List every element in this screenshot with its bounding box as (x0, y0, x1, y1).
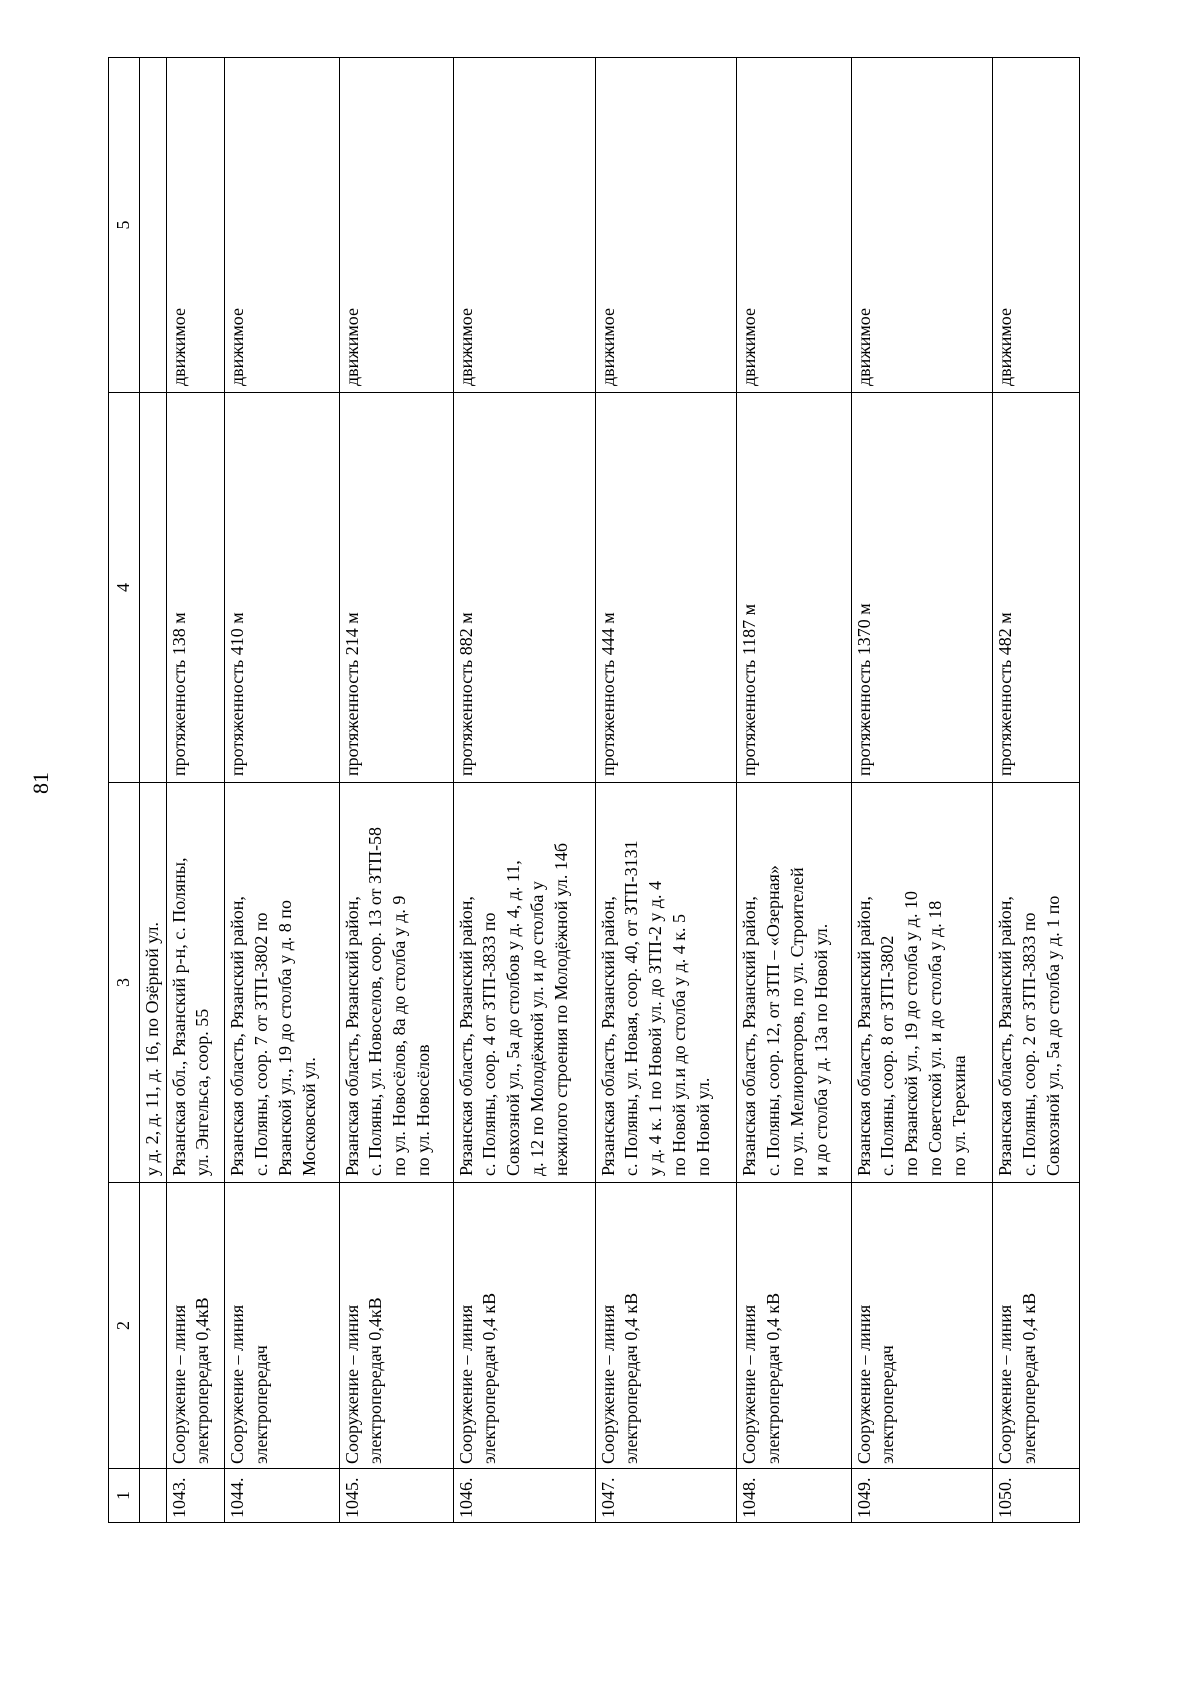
row-number: 1048. (737, 1469, 851, 1523)
cell (139, 58, 166, 393)
object-name (851, 1183, 993, 1469)
table-row (851, 58, 993, 1523)
object-name-line: электропередач 0,4кВ (192, 1297, 213, 1464)
object-name-line: электропередач 0,4 кВ (479, 1292, 500, 1464)
cell (139, 1183, 166, 1469)
object-address-line: Рязанская область, Рязанский район, (455, 896, 476, 1176)
object-name (339, 1183, 453, 1469)
object-address-line: Рязанская область, Рязанский район, (995, 896, 1016, 1176)
object-address-line: по ул. Новосёлов, 8а до столба у д. 9 (389, 895, 410, 1176)
object-address-line: ул. Энгельса, соор. 55 (192, 1008, 213, 1176)
object-address-line: по Рязанской ул., 19 до столба у д. 10 (901, 891, 922, 1176)
object-address-line: Совхозной ул., 5а до столбов у д. 4, д. 11, (503, 860, 524, 1176)
row-number: 1043. (166, 1469, 225, 1523)
object-address-line: Рязанская область, Рязанский район, (853, 896, 874, 1176)
object-length: протяженность 444 м (595, 393, 737, 783)
object-name-line: Сооружение – линия (739, 1304, 760, 1464)
property-type: движимое (225, 58, 339, 393)
object-address (595, 783, 737, 1183)
object-address-line: нежилого строения по Молодёжной ул. 14б (550, 842, 571, 1176)
table-row (993, 58, 1080, 1523)
object-name (737, 1183, 851, 1469)
object-address (993, 783, 1080, 1183)
continuation-row (139, 58, 166, 1523)
header-col-5: 5 (109, 58, 140, 393)
object-address-line: Рязанская область, Рязанский район, (227, 896, 248, 1176)
object-name-line: Сооружение – линия (597, 1304, 618, 1464)
object-address-line: Рязанской ул., 19 до столба у д. 8 по (274, 900, 295, 1176)
object-address-line: Рязанская обл., Рязанский р-н, с. Поляны, (168, 857, 189, 1176)
object-length: протяженность 1187 м (737, 393, 851, 783)
page-number: 81 (28, 772, 53, 794)
object-name (166, 1183, 225, 1469)
object-address (225, 783, 339, 1183)
object-address-line: Рязанская область, Рязанский район, (739, 896, 760, 1176)
object-name (595, 1183, 737, 1469)
object-name-line: Сооружение – линия (341, 1304, 362, 1464)
property-type: движимое (453, 58, 595, 393)
object-length: протяженность 1370 м (851, 393, 993, 783)
object-address-line: по ул. Мелиораторов, по ул. Строителей (786, 867, 807, 1176)
object-address (453, 783, 595, 1183)
object-address-line: по Новой ул.и до столба у д. 4 к. 5 (668, 913, 689, 1176)
object-address-line: по Советской ул. и до столба у д. 18 (924, 900, 945, 1176)
object-address-line: Рязанская область, Рязанский район, (597, 896, 618, 1176)
property-type: движимое (166, 58, 225, 393)
object-name-line: Сооружение – линия (853, 1304, 874, 1464)
table-row (166, 58, 225, 1523)
row-number: 1045. (339, 1469, 453, 1523)
object-address-line: по ул. Терехина (948, 1055, 969, 1176)
table-wrapper (108, 58, 1080, 1523)
object-address-line: д. 12 по Молодёжной ул. и до столба у (526, 881, 547, 1176)
object-address-line: по Новой ул. (692, 1077, 713, 1176)
header-col-4: 4 (109, 393, 140, 783)
object-address (339, 783, 453, 1183)
object-address-line: Совхозной ул., 5а до столба у д. 1 по (1042, 895, 1063, 1176)
property-type: движимое (339, 58, 453, 393)
table-row (737, 58, 851, 1523)
object-address-line: с. Поляны, соор. 2 от ЗТП-3833 по (1019, 912, 1040, 1176)
header-row (109, 58, 140, 1523)
row-number: 1044. (225, 1469, 339, 1523)
object-address-line: и до столба у д. 13а по Новой ул. (810, 923, 831, 1176)
table-row (595, 58, 737, 1523)
row-number: 1050. (993, 1469, 1080, 1523)
row-number: 1047. (595, 1469, 737, 1523)
object-address-line: с. Поляны, соор. 7 от ЗТП-3802 по (251, 912, 272, 1176)
row-number: 1049. (851, 1469, 993, 1523)
object-name-line: Сооружение – линия (995, 1304, 1016, 1464)
property-type: движимое (595, 58, 737, 393)
table-row (339, 58, 453, 1523)
object-name-line: электропередач (877, 1345, 898, 1464)
object-length: протяженность 214 м (339, 393, 453, 783)
object-address (737, 783, 851, 1183)
object-name-line: электропередач (251, 1345, 272, 1464)
object-address-line: с. Поляны, соор. 4 от ЗТП-3833 по (479, 912, 500, 1176)
continuation-text: у д. 2, д. 11, д. 16, по Озёрной ул. (139, 783, 166, 1183)
table-row (453, 58, 595, 1523)
property-type: движимое (737, 58, 851, 393)
property-type: движимое (993, 58, 1080, 393)
object-name-line: электропередач 0,4 кВ (763, 1292, 784, 1464)
object-name (453, 1183, 595, 1469)
header-col-3: 3 (109, 783, 140, 1183)
property-type: движимое (851, 58, 993, 393)
header-col-1: 1 (109, 1469, 140, 1523)
row-number: 1046. (453, 1469, 595, 1523)
table-row (225, 58, 339, 1523)
object-address-line: с. Поляны, соор. 12, от ЗТП – «Озерная» (763, 865, 784, 1176)
object-name-line: Сооружение – линия (455, 1304, 476, 1464)
object-name-line: электропередач 0,4 кВ (1019, 1292, 1040, 1464)
object-address-line: с. Поляны, ул. Новая, соор. 40, от ЗТП-3131 (621, 840, 642, 1176)
object-name-line: электропередач 0,4кВ (365, 1297, 386, 1464)
object-name-line: Сооружение – линия (168, 1304, 189, 1464)
object-address-line: с. Поляны, ул. Новоселов, соор. 13 от ЗТП-58 (365, 826, 386, 1176)
header-col-2: 2 (109, 1183, 140, 1469)
object-address-line: с. Поляны, соор. 8 от ЗТП-3802 (877, 935, 898, 1176)
object-name (225, 1183, 339, 1469)
object-length: протяженность 882 м (453, 393, 595, 783)
object-address (166, 783, 225, 1183)
object-length: протяженность 138 м (166, 393, 225, 783)
object-name-line: Сооружение – линия (227, 1304, 248, 1464)
object-address-line: у д. 4 к. 1 по Новой ул. до ЗТП-2 у д. 4 (645, 880, 666, 1176)
object-name (993, 1183, 1080, 1469)
property-registry-table (108, 57, 1080, 1523)
object-length: протяженность 482 м (993, 393, 1080, 783)
object-address (851, 783, 993, 1183)
object-address-line: по ул. Новосёлов (412, 1044, 433, 1176)
object-length: протяженность 410 м (225, 393, 339, 783)
object-address-line: Московской ул. (298, 1057, 319, 1176)
cell (139, 393, 166, 783)
object-name-line: электропередач 0,4 кВ (621, 1292, 642, 1464)
object-address-line: Рязанская область, Рязанский район, (341, 896, 362, 1176)
cell (139, 1469, 166, 1523)
